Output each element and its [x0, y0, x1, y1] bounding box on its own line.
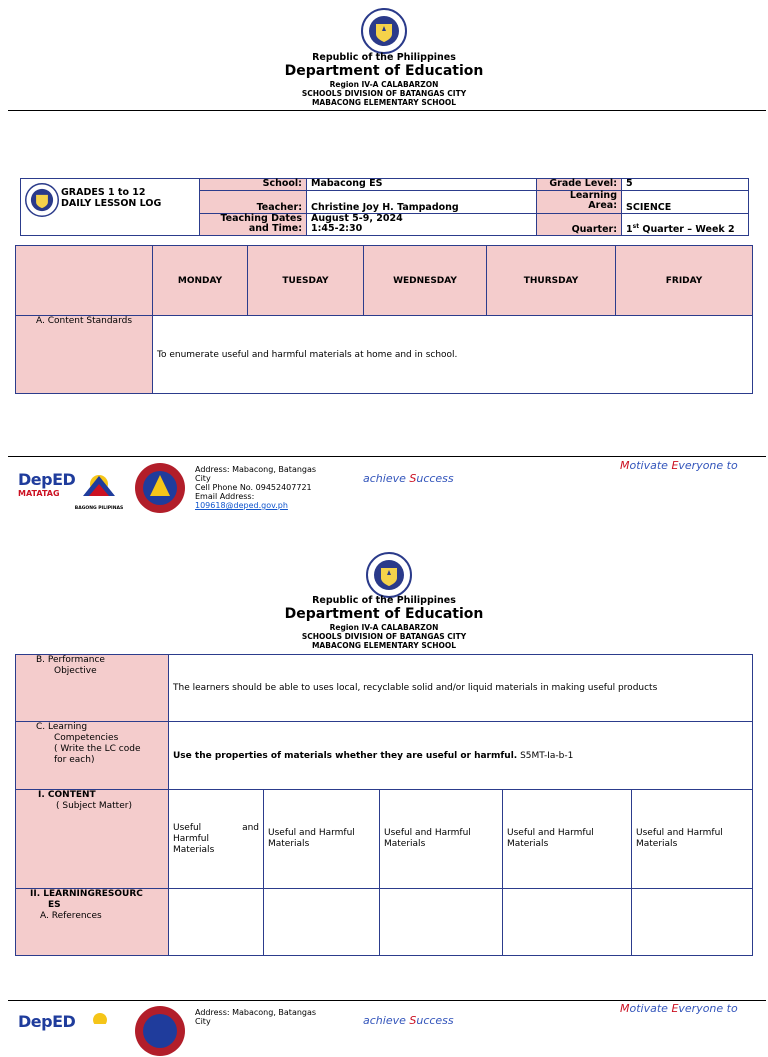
performance-text: The learners should be able to uses local, recyclable solid and/or liquid materials in making useful products [169, 655, 753, 722]
resources-tuesday [264, 889, 380, 956]
motto-right2-m: M [620, 1002, 630, 1015]
competencies-label-line4: for each) [54, 755, 95, 765]
deped-logo-text-2: DepED [18, 1012, 76, 1031]
area-label-line1: Learning [569, 190, 617, 202]
republic-line-2: Republic of the Philippines [312, 595, 456, 606]
footer-divider-1 [8, 456, 766, 457]
motto-left2-part2: uccess [416, 1014, 454, 1027]
content-monday-word4: Materials [173, 844, 215, 855]
resources-wednesday [380, 889, 503, 956]
competencies-label-line3: ( Write the LC code [54, 744, 141, 754]
content-monday-word1: Useful [173, 822, 202, 833]
resources-friday [632, 889, 753, 956]
teacher-value: Christine Joy H. Tampadong [307, 191, 537, 213]
school-seal-icon-2 [134, 1005, 186, 1057]
school-label: School: [200, 179, 307, 191]
day-header-wednesday: WEDNESDAY [364, 246, 487, 316]
daily-log-table-1 [15, 245, 753, 394]
content-thursday [503, 790, 632, 889]
department-title: Department of Education [284, 63, 484, 79]
log-title-cell [21, 179, 200, 236]
competencies-bold-text: Use the properties of materials whether they are useful or harmful. [173, 750, 518, 761]
content-friday [632, 790, 753, 889]
dates-label [200, 213, 307, 235]
dates-label-line1: Teaching Dates [220, 212, 302, 224]
content-monday-word2: and [242, 822, 259, 833]
motto-left-s: S [409, 472, 417, 485]
motto-right-part1: otivate [629, 459, 672, 472]
content-wednesday-line1: Useful and Harmful [384, 828, 471, 838]
day-header-friday: FRIDAY [616, 246, 753, 316]
content-monday [169, 790, 264, 889]
deped-small-seal-icon [25, 183, 59, 217]
phone-line: Cell Phone No. 09452407721 [195, 483, 312, 492]
performance-label-line2: Objective [54, 666, 97, 676]
motto-left [363, 472, 454, 485]
resources-label [16, 889, 169, 956]
competencies-label [16, 722, 169, 790]
department-title-2: Department of Education [284, 606, 484, 622]
area-label-line2: Area: [588, 200, 617, 212]
dates-value-line1: August 5-9, 2024 [311, 212, 403, 224]
lesson-log-info-table [20, 178, 749, 236]
division-line: SCHOOLS DIVISION OF BATANGAS CITY [301, 89, 467, 98]
content-standards-text: To enumerate useful and harmful materials at home and in school. [153, 316, 753, 394]
email-label: Email Address: [195, 492, 255, 501]
resources-monday [169, 889, 264, 956]
bagong-pilipinas-icon [79, 466, 119, 502]
content-thursday-line1: Useful and Harmful [507, 828, 594, 838]
content-wednesday [380, 790, 503, 889]
competencies-label-line2: Competencies [54, 733, 119, 743]
day-header-thursday: THURSDAY [487, 246, 616, 316]
motto-left2-part1: achieve [363, 1014, 410, 1027]
footer-address-block [195, 465, 316, 510]
content-friday-line2: Materials [636, 839, 678, 849]
address-line2: City [195, 474, 211, 483]
log-title-line1: GRADES 1 to 12 [61, 187, 146, 198]
deped-matatag-logo [18, 470, 76, 498]
dates-value-line2: 1:45-2:30 [311, 222, 363, 234]
motto-right-2 [620, 1002, 738, 1015]
motto-right2-part2: veryone to [678, 1002, 738, 1015]
deped-seal-icon-2 [366, 552, 412, 598]
bagong-pilipinas-logo [74, 466, 124, 511]
content-thursday-line2: Materials [507, 839, 549, 849]
bagong-pilipinas-icon-2 [80, 1010, 120, 1024]
content-label-line1: I. CONTENT [38, 790, 96, 800]
content-tuesday-line2: Materials [268, 839, 310, 849]
school-seal-icon [134, 462, 186, 514]
competencies-label-line1: C. Learning [36, 722, 88, 732]
content-tuesday-line1: Useful and Harmful [268, 828, 355, 838]
performance-label [16, 655, 169, 722]
area-value: SCIENCE [622, 191, 749, 213]
resources-thursday [503, 889, 632, 956]
resources-label-line2: ES [48, 900, 61, 910]
area-label [537, 191, 622, 213]
address-line1: Address: Mabacong, Batangas [195, 465, 317, 474]
motto-left-part2: uccess [416, 472, 454, 485]
motto-right-m: M [620, 459, 630, 472]
bagong-text: BAGONG PILIPINAS [74, 506, 124, 511]
footer-address-block-2 [195, 1008, 316, 1026]
day-header-tuesday: TUESDAY [248, 246, 364, 316]
school-line-2: MABACONG ELEMENTARY SCHOOL [311, 641, 457, 650]
quarter-value [622, 213, 749, 235]
quarter-num: 1 [626, 224, 633, 235]
division-line-2: SCHOOLS DIVISION OF BATANGAS CITY [301, 632, 467, 641]
content-label-line2: ( Subject Matter) [56, 801, 132, 811]
resources-label-line1: II. LEARNINGRESOURC [30, 889, 143, 899]
motto-right [620, 459, 738, 472]
resources-label-line3: A. References [40, 911, 102, 921]
deped-matatag-logo-2 [18, 1012, 76, 1031]
teacher-label: Teacher: [200, 191, 307, 213]
content-tuesday [264, 790, 380, 889]
motto-left-part1: achieve [363, 472, 410, 485]
motto-right-part2: veryone to [678, 459, 738, 472]
footer-divider-2 [8, 1000, 766, 1001]
region-line: Region IV-A CALABARZON [329, 80, 439, 89]
header-divider [8, 110, 766, 111]
motto-right-e: E [671, 459, 679, 472]
motto-left2-s: S [409, 1014, 417, 1027]
address-line2-2: City [195, 1017, 211, 1026]
competencies-code: S5MT-Ia-b-1 [517, 750, 574, 761]
content-label [16, 790, 169, 889]
region-line-2: Region IV-A CALABARZON [329, 623, 439, 632]
school-line: MABACONG ELEMENTARY SCHOOL [311, 98, 457, 107]
dates-value [307, 213, 537, 235]
motto-left-2 [363, 1014, 454, 1027]
daily-log-table-2 [15, 654, 753, 956]
email-link[interactable]: 109618@deped.gov.ph [195, 501, 288, 510]
matatag-text: MATATAG [18, 489, 60, 498]
content-standards-label: A. Content Standards [16, 316, 153, 394]
corner-cell [16, 246, 153, 316]
motto-right2-e: E [671, 1002, 679, 1015]
motto-right2-part1: otivate [629, 1002, 672, 1015]
day-header-monday: MONDAY [153, 246, 248, 316]
performance-label-line1: B. Performance [36, 655, 105, 665]
content-monday-word3: Harmful [173, 833, 209, 844]
quarter-label: Quarter: [537, 213, 622, 235]
content-wednesday-line2: Materials [384, 839, 426, 849]
log-title-line2: DAILY LESSON LOG [61, 198, 162, 209]
content-friday-line1: Useful and Harmful [636, 828, 723, 838]
deped-seal-icon [361, 8, 407, 54]
quarter-text: Quarter – Week 2 [639, 224, 735, 235]
address-line1-2: Address: Mabacong, Batangas [195, 1008, 317, 1017]
competencies-text [169, 722, 753, 790]
deped-logo-text: DepED [18, 470, 76, 489]
grade-value: 5 [622, 179, 749, 191]
republic-line: Republic of the Philippines [312, 52, 456, 63]
dates-label-line2: and Time: [248, 222, 302, 234]
grade-label: Grade Level: [537, 179, 622, 191]
school-value: Mabacong ES [307, 179, 537, 191]
quarter-sup: st [632, 222, 640, 230]
